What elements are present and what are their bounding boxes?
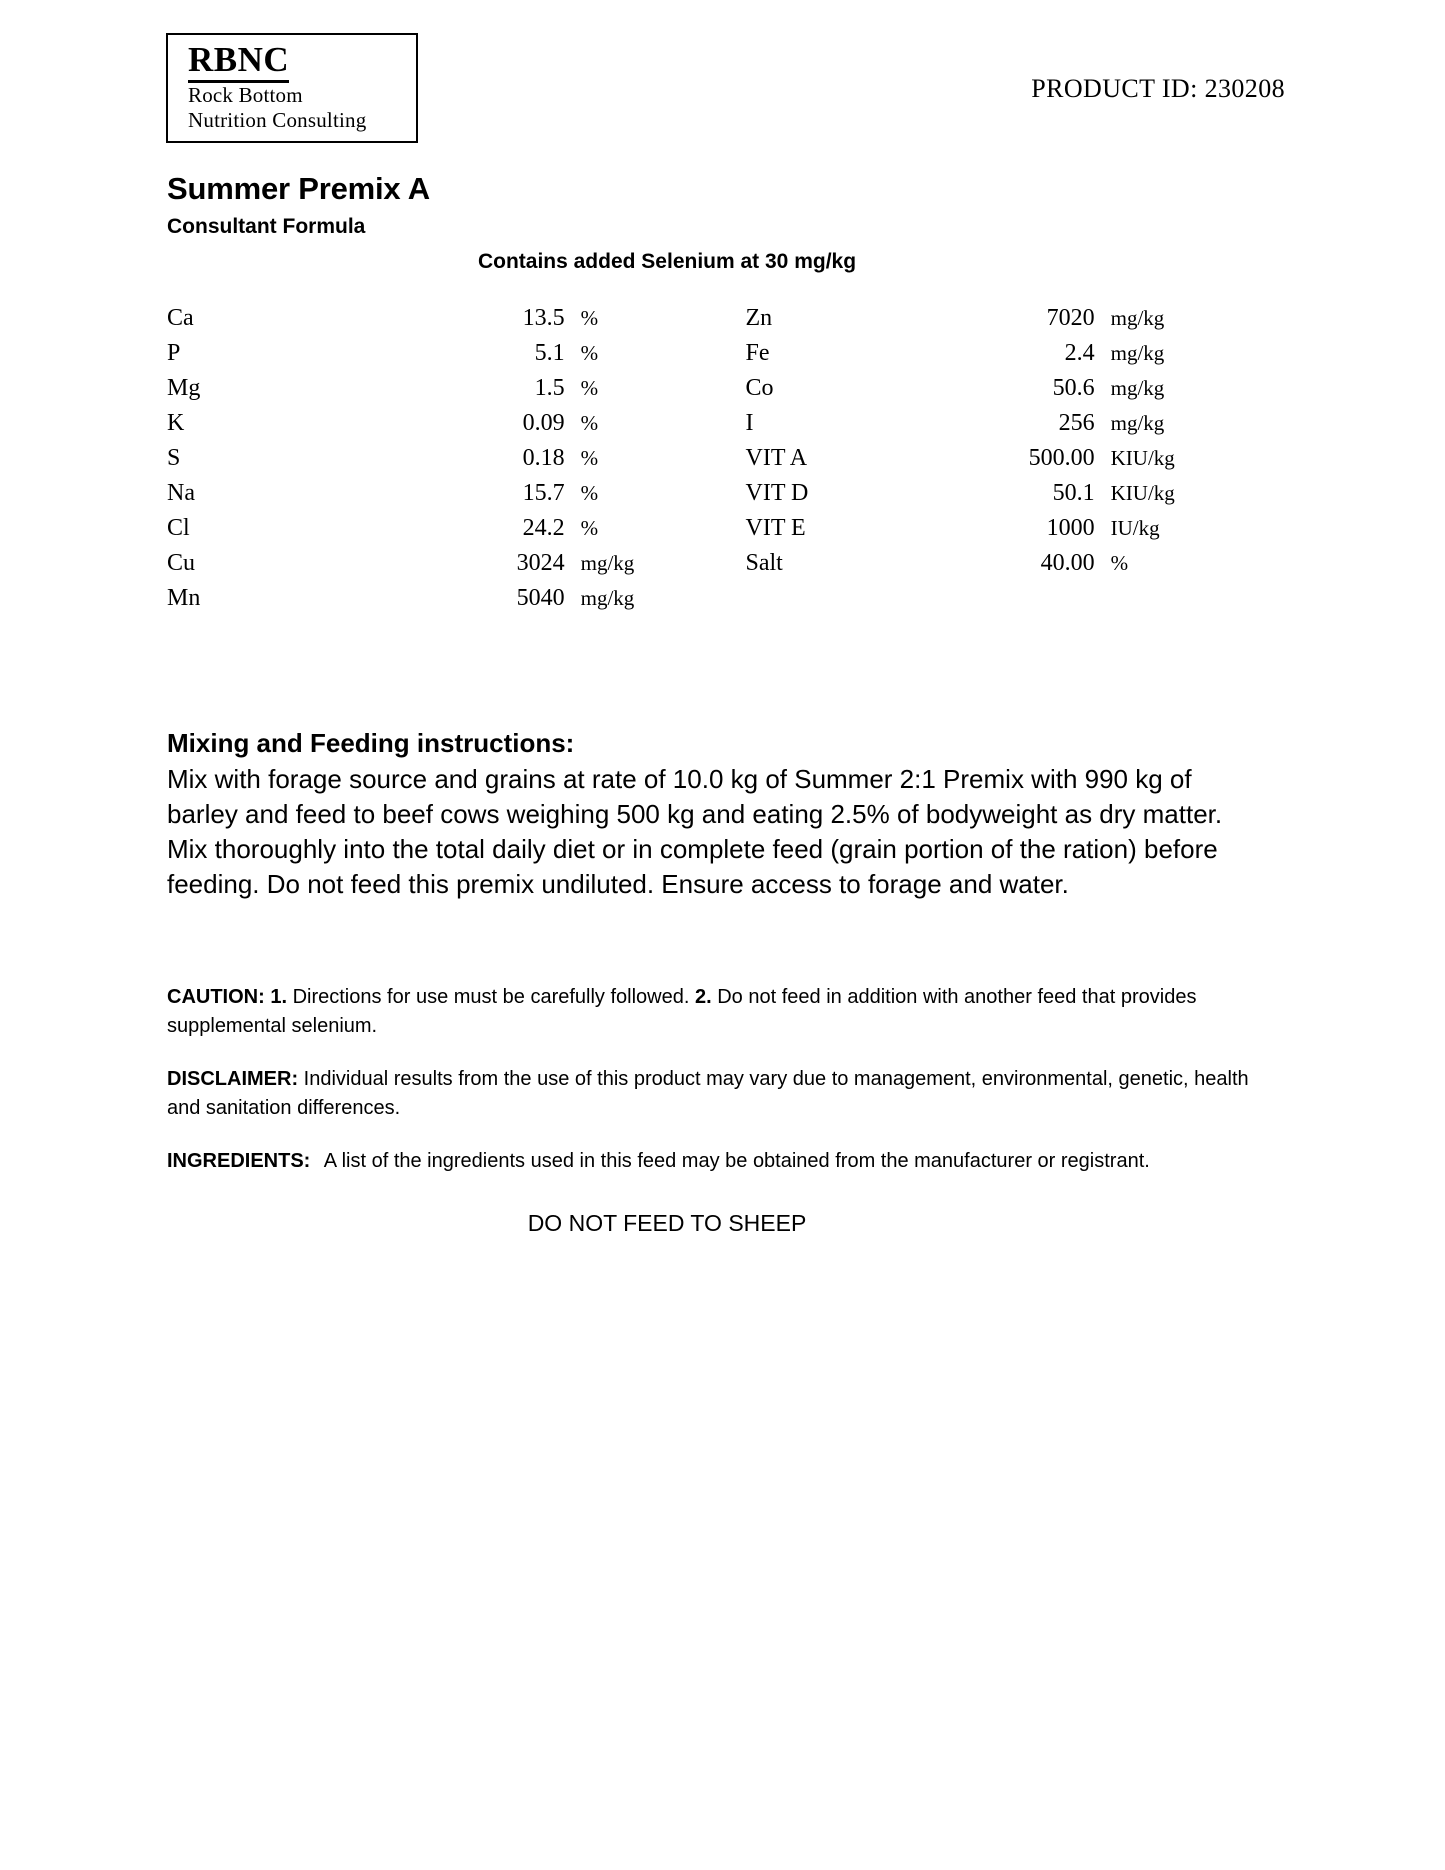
nutrient-value: 50.1 xyxy=(1052,480,1095,506)
nutrient-value: 256 xyxy=(1058,410,1095,436)
nutrient-name: Mn xyxy=(167,585,201,611)
nutrient-unit: % xyxy=(580,481,599,505)
table-row xyxy=(167,340,1227,375)
ingredients-label: INGREDIENTS: xyxy=(167,1150,311,1172)
caution-block xyxy=(167,983,1249,1041)
product-subtitle: Consultant Formula xyxy=(167,215,366,238)
nutrient-name: Co xyxy=(745,375,774,401)
nutrient-name: Cl xyxy=(167,515,190,541)
nutrient-value: 5.1 xyxy=(534,340,565,366)
caution-item-2-number: 2. xyxy=(694,986,712,1008)
nutrient-name: Fe xyxy=(745,340,770,366)
nutrient-value: 500.00 xyxy=(1028,445,1095,471)
nutrient-unit: IU/kg xyxy=(1110,516,1160,540)
table-row xyxy=(167,445,1227,480)
nutrient-unit: mg/kg xyxy=(1110,376,1165,400)
nutrient-name: VIT A xyxy=(745,445,808,471)
table-row xyxy=(167,550,1227,585)
nutrient-name: Mg xyxy=(167,375,201,401)
nutrient-name: Na xyxy=(167,480,195,506)
page-title: Summer Premix A xyxy=(167,171,430,206)
nutrient-unit: mg/kg xyxy=(580,586,635,610)
sheep-warning: DO NOT FEED TO SHEEP xyxy=(527,1210,807,1236)
nutrient-value: 40.00 xyxy=(1040,550,1095,576)
nutrient-name: Salt xyxy=(745,550,783,576)
nutrient-value: 15.7 xyxy=(522,480,565,506)
nutrient-name: K xyxy=(167,410,185,436)
nutrient-unit: mg/kg xyxy=(1110,411,1165,435)
nutrient-unit: % xyxy=(580,446,599,470)
nutrient-name: S xyxy=(167,445,181,471)
nutrient-value: 50.6 xyxy=(1052,375,1095,401)
product-id: PRODUCT ID: 230208 xyxy=(1031,74,1285,103)
nutrient-unit: % xyxy=(580,376,599,400)
logo-line-1: Rock Bottom xyxy=(188,83,303,107)
nutrient-value: 13.5 xyxy=(522,305,565,331)
caution-item-1-number: 1. xyxy=(270,986,288,1008)
nutrient-unit: % xyxy=(580,341,599,365)
caution-item-1-text: Directions for use must be carefully followed. xyxy=(292,986,690,1008)
ingredients-text: A list of the ingredients used in this feed may be obtained from the manufacturer or registrant. xyxy=(323,1150,1150,1172)
nutrient-unit: mg/kg xyxy=(1110,306,1165,330)
nutrient-value: 3024 xyxy=(516,550,565,576)
nutrient-value: 24.2 xyxy=(522,515,565,541)
nutrient-name: Cu xyxy=(167,550,196,576)
table-row xyxy=(167,410,1227,445)
nutrient-unit: % xyxy=(580,516,599,540)
nutrient-unit: % xyxy=(580,306,599,330)
disclaimer-block xyxy=(167,1065,1249,1123)
nutrient-name: VIT D xyxy=(745,480,809,506)
table-row xyxy=(167,375,1227,410)
nutrient-value: 7020 xyxy=(1046,305,1095,331)
disclaimer-text: Individual results from the use of this product may vary due to management, environmental, genetic, health and sanitation differences. xyxy=(167,1068,1249,1119)
company-logo xyxy=(166,33,418,143)
nutrient-value: 5040 xyxy=(516,585,565,611)
table-row xyxy=(167,515,1227,550)
nutrient-value: 2.4 xyxy=(1064,340,1095,366)
nutrient-name: Zn xyxy=(745,305,773,331)
nutrient-name: P xyxy=(167,340,181,366)
nutrient-unit: % xyxy=(580,411,599,435)
nutrient-value: 0.09 xyxy=(522,410,565,436)
mixing-instructions-body: Mix with forage source and grains at rate of 10.0 kg of Summer 2:1 Premix with 990 kg of barley and feed to beef cows weighing 500 kg and eating 2.5% of bodyweight as dry matter. Mix thoroughly into the total daily diet or in complete feed (grain portion of the ration) before feeding. Do not feed this premix undiluted. Ensure access to forage and water. xyxy=(167,764,1223,899)
logo-brand-text: RBNC xyxy=(188,41,289,83)
nutrient-name: I xyxy=(745,410,754,436)
logo-line-2: Nutrition Consulting xyxy=(188,108,367,132)
nutrient-unit: KIU/kg xyxy=(1110,481,1175,505)
table-row xyxy=(167,585,1227,620)
mixing-instructions-heading: Mixing and Feeding instructions: xyxy=(167,728,575,758)
guaranteed-analysis-table xyxy=(167,305,1227,620)
nutrient-value: 1.5 xyxy=(534,375,565,401)
ingredients-block xyxy=(167,1147,1249,1176)
nutrient-value: 1000 xyxy=(1046,515,1095,541)
nutrient-value: 0.18 xyxy=(522,445,565,471)
selenium-note: Contains added Selenium at 30 mg/kg xyxy=(477,250,857,273)
caution-label: CAUTION: xyxy=(167,986,265,1008)
table-row xyxy=(167,305,1227,340)
disclaimer-label: DISCLAIMER: xyxy=(167,1068,299,1090)
nutrient-name: Ca xyxy=(167,305,194,331)
nutrient-unit: mg/kg xyxy=(1110,341,1165,365)
nutrient-unit: mg/kg xyxy=(580,551,635,575)
nutrient-name: VIT E xyxy=(745,515,806,541)
table-row xyxy=(167,480,1227,515)
nutrient-unit: % xyxy=(1110,551,1129,575)
nutrient-unit: KIU/kg xyxy=(1110,446,1175,470)
caution-item-2-text: Do not feed in addition with another feed that provides supplemental selenium. xyxy=(167,986,1197,1037)
